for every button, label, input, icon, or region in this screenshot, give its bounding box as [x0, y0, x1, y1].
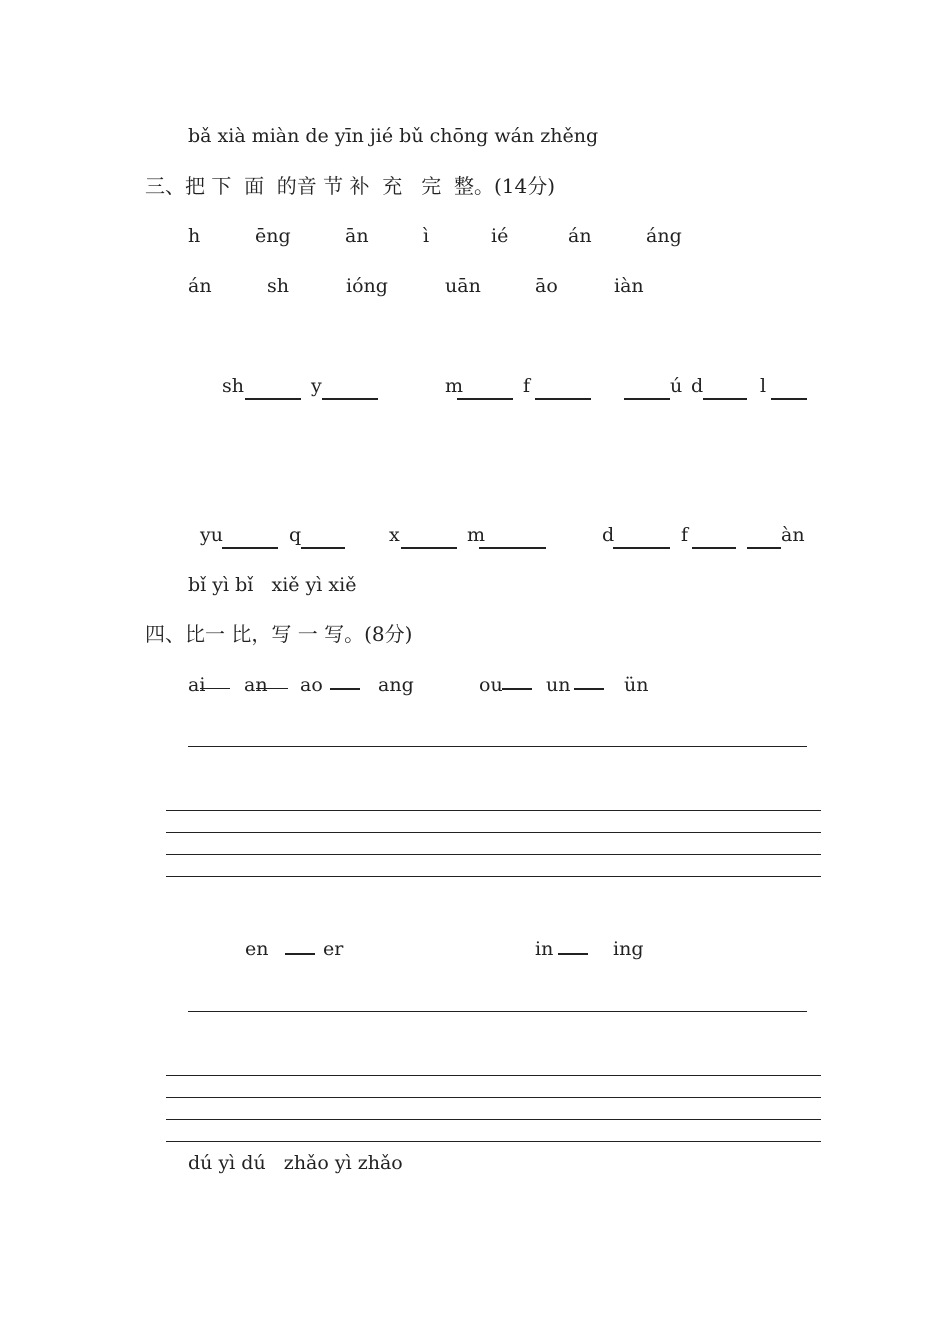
answer-blank[interactable]: [256, 688, 288, 689]
four-line-grid-line: [166, 1097, 821, 1098]
answer-blank[interactable]: [703, 398, 747, 400]
fill-suffix: àn: [781, 524, 805, 546]
answer-blank[interactable]: [457, 398, 513, 400]
four-line-grid-line: [166, 832, 821, 833]
fill-prefix: x: [389, 524, 400, 546]
compare-final: ün: [624, 674, 649, 696]
four-line-grid-line: [166, 854, 821, 855]
fill-suffix: ú: [670, 375, 683, 397]
answer-blank[interactable]: [692, 547, 736, 549]
four-line-grid-line: [166, 1141, 821, 1142]
fill-prefix: d: [691, 375, 704, 397]
answer-blank[interactable]: [301, 547, 345, 549]
compare-final: ing: [613, 938, 644, 960]
answer-blank[interactable]: [624, 398, 670, 400]
fill-prefix: y: [311, 375, 322, 397]
bank-syllable: āo: [535, 275, 558, 297]
answer-blank[interactable]: [322, 398, 378, 400]
answer-blank[interactable]: [771, 398, 807, 400]
writing-line[interactable]: [188, 746, 807, 747]
answer-blank[interactable]: [245, 398, 301, 400]
answer-blank[interactable]: [200, 688, 230, 689]
answer-blank[interactable]: [285, 953, 315, 955]
answer-blank[interactable]: [401, 547, 457, 549]
bank-syllable: ēng: [255, 225, 291, 247]
bank-syllable: án: [568, 225, 592, 247]
compare-final: ou: [479, 674, 503, 696]
answer-blank[interactable]: [535, 398, 591, 400]
bank-syllable: iàn: [614, 275, 644, 297]
answer-blank[interactable]: [574, 688, 604, 690]
section4-heading: 四、比一 比，写 一 写。(8分): [145, 622, 413, 646]
compare-final: ai: [188, 674, 206, 696]
section3-pinyin-title: bǎ xià miàn de yīn jié bǔ chōng wán zhěng: [188, 125, 599, 147]
answer-blank[interactable]: [747, 547, 781, 549]
bank-syllable: án: [188, 275, 212, 297]
four-line-grid-line: [166, 1119, 821, 1120]
bank-syllable: ióng: [346, 275, 388, 297]
bank-syllable: ì: [423, 225, 430, 247]
bank-syllable: ié: [491, 225, 509, 247]
compare-final: an: [244, 674, 268, 696]
compare-final: ao: [300, 674, 323, 696]
bank-syllable: h: [188, 225, 201, 247]
answer-blank[interactable]: [222, 547, 278, 549]
bank-syllable: áng: [646, 225, 682, 247]
compare-final: er: [323, 938, 344, 960]
bank-syllable: ān: [345, 225, 369, 247]
fill-prefix: l: [760, 375, 767, 397]
compare-final: en: [245, 938, 269, 960]
compare-final: un: [546, 674, 571, 696]
fill-prefix: yu: [200, 524, 223, 546]
answer-blank[interactable]: [613, 547, 670, 549]
fill-prefix: f: [681, 524, 689, 546]
fill-prefix: sh: [222, 375, 244, 397]
section5-pinyin-title: dú yì dú zhǎo yì zhǎo: [188, 1152, 403, 1174]
bank-syllable: sh: [267, 275, 289, 297]
four-line-grid-line: [166, 1075, 821, 1076]
fill-prefix: q: [289, 524, 302, 546]
answer-blank[interactable]: [479, 547, 546, 549]
writing-line[interactable]: [188, 1011, 807, 1012]
answer-blank[interactable]: [558, 953, 588, 955]
four-line-grid-line: [166, 810, 821, 811]
four-line-grid-line: [166, 876, 821, 877]
bank-syllable: uān: [445, 275, 481, 297]
section4-pinyin-title: bǐ yì bǐ xiě yì xiě: [188, 574, 357, 596]
answer-blank[interactable]: [502, 688, 532, 690]
fill-prefix: d: [602, 524, 615, 546]
compare-final: in: [535, 938, 554, 960]
section3-heading: 三、把 下 面 的音 节 补 充 完 整。(14分): [145, 174, 556, 198]
compare-final: ang: [378, 674, 414, 696]
fill-prefix: m: [445, 375, 464, 397]
fill-prefix: f: [523, 375, 531, 397]
answer-blank[interactable]: [330, 688, 360, 690]
fill-prefix: m: [467, 524, 486, 546]
